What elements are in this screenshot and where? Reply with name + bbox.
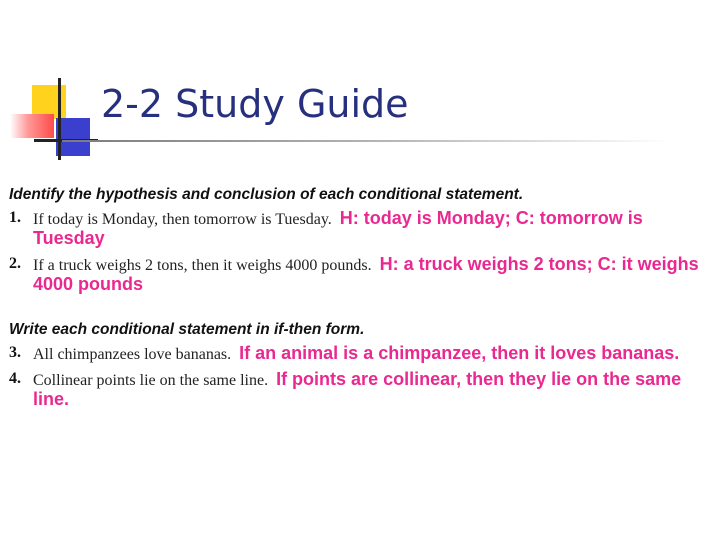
study-guide-content: [9, 186, 714, 410]
question-item-2: [9, 255, 714, 295]
question-answer: H: today is Monday; C: tomorrow is Tuesday: [33, 208, 643, 248]
question-number: 3.: [9, 344, 21, 361]
question-answer: If points are collinear, then they lie on the same line.: [33, 369, 682, 409]
logo-vertical-line: [58, 78, 61, 160]
question-statement: All chimpanzees love bananas.: [33, 346, 240, 363]
red-square-icon: [10, 114, 54, 138]
question-statement: Collinear points lie on the same line.: [33, 372, 277, 389]
question-item-4: [9, 370, 714, 410]
question-item-1: [9, 209, 714, 249]
question-answer: If an animal is a chimpanzee, then it loves bananas.: [239, 343, 680, 363]
slide-title: 2-2 Study Guide: [101, 82, 409, 126]
question-number: 1.: [9, 209, 21, 226]
question-statement: If a truck weighs 2 tons, then it weighs 4000 pounds.: [33, 257, 380, 274]
colored-squares-logo-icon: [0, 0, 100, 170]
question-statement: If today is Monday, then tomorrow is Tuesday.: [33, 211, 340, 228]
title-underline-divider: [62, 140, 672, 142]
question-number: 4.: [9, 370, 21, 387]
question-number: 2.: [9, 255, 21, 272]
question-answer: H: a truck weighs 2 tons; C: it weighs 4000 pounds: [33, 254, 699, 294]
section-2-instruction: Write each conditional statement in if-then form.: [9, 321, 365, 338]
blue-square-icon: [56, 118, 90, 156]
section-1-instruction: Identify the hypothesis and conclusion of each conditional statement.: [9, 186, 524, 203]
question-item-3: [9, 344, 714, 364]
